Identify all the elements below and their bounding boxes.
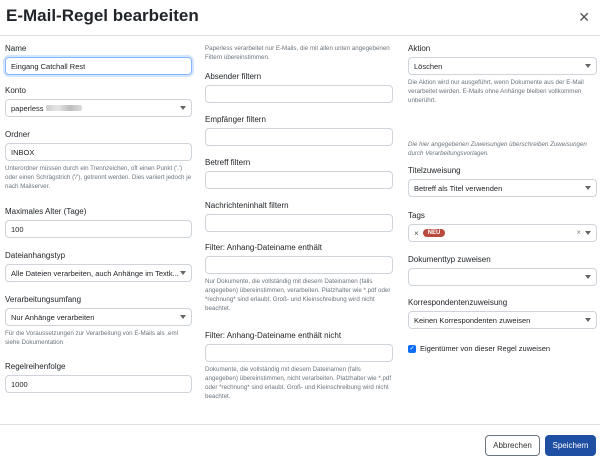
aktion-group bbox=[408, 44, 597, 105]
filter-intro: Paperless verarbeitet nur E-Mails, die mit allen unten angegebenen Filtern übereinstimmen. bbox=[205, 45, 390, 61]
chevron-down-icon bbox=[585, 318, 591, 322]
name-input[interactable]: Eingang Catchall Rest bbox=[5, 57, 192, 75]
inhalt-group bbox=[205, 201, 393, 232]
inhalt-label: Nachrichteninhalt filtern bbox=[205, 201, 289, 210]
alter-label: Maximales Alter (Tage) bbox=[5, 207, 87, 216]
chevron-down-icon bbox=[585, 231, 591, 235]
typ-label: Dokumenttyp zuweisen bbox=[408, 255, 491, 264]
ordner-hint: Unterordner müssen durch ein Trennzeichen, oft einen Punkt ('.') oder einen Schrägstrich ('/'), getrennt werden. Dies variiert jedoch je nach Mailserver. bbox=[5, 165, 192, 190]
ordner-input[interactable]: INBOX bbox=[5, 143, 192, 161]
betreff-input[interactable] bbox=[205, 171, 393, 189]
zuweisung-hint: Die hier angegebenen Zuweisungen überschreiben Zuweisungen durch Verarbeitungsvorlagen. bbox=[408, 141, 587, 157]
datei-select[interactable]: Alle Dateien verarbeiten, auch Anhänge im Textk... bbox=[5, 264, 192, 282]
chevron-down-icon bbox=[585, 186, 591, 190]
empfaenger-input[interactable] bbox=[205, 128, 393, 146]
reihe-input[interactable]: 1000 bbox=[5, 375, 192, 393]
anhang-input[interactable] bbox=[205, 256, 393, 274]
alter-group bbox=[5, 207, 192, 238]
chevron-down-icon bbox=[180, 315, 186, 319]
umfang-select[interactable]: Nur Anhänge verarbeiten bbox=[5, 308, 192, 326]
close-icon[interactable]: ✕ bbox=[578, 9, 590, 25]
umfang-group bbox=[5, 295, 192, 347]
datei-group bbox=[5, 251, 192, 282]
titel-group bbox=[408, 166, 597, 197]
typ-group bbox=[408, 255, 597, 286]
korr-group bbox=[408, 298, 597, 329]
ordner-group bbox=[5, 130, 192, 191]
redacted-blur bbox=[46, 105, 82, 111]
konto-label: Konto bbox=[5, 86, 26, 95]
tags-select[interactable] bbox=[408, 224, 597, 242]
anhang-nicht-label: Filter: Anhang-Dateiname enthält nicht bbox=[205, 331, 342, 340]
aktion-select[interactable]: Löschen bbox=[408, 57, 597, 75]
anhang-nicht-hint: Dokumente, die vollständig mit diesem Dateinamen (falls angegeben) übereinstimmen, nicht verarbeiten. Platzhalter wie *.pdf oder *rechnung* sind erlaubt. Groß- und Kleinschreibung wird nicht beachtet. bbox=[205, 366, 392, 400]
tags-label: Tags bbox=[408, 211, 425, 220]
umfang-label: Verarbeitungsumfang bbox=[5, 295, 82, 304]
empfaenger-group bbox=[205, 115, 393, 146]
chevron-down-icon bbox=[585, 275, 591, 279]
cancel-button[interactable]: Abbrechen bbox=[485, 435, 540, 456]
betreff-group bbox=[205, 158, 393, 189]
remove-tag-icon[interactable]: × bbox=[414, 228, 419, 238]
checkmark-icon[interactable]: ✓ bbox=[409, 346, 415, 352]
anhang-hint: Nur Dokumente, die vollständig mit diesem Dateinamen (falls angegeben) übereinstimmen, verarbeiten. Platzhalter wie *.pdf oder *rechnung* sind erlaubt. Groß- und Kleinschreibung wird nicht beachtet. bbox=[205, 278, 391, 312]
konto-group bbox=[5, 86, 192, 117]
dialog-header bbox=[0, 0, 600, 36]
tags-group bbox=[408, 211, 597, 242]
name-label: Name bbox=[5, 44, 27, 53]
betreff-label: Betreff filtern bbox=[205, 158, 251, 167]
korr-label: Korrespondentenzuweisung bbox=[408, 298, 508, 307]
absender-group bbox=[205, 72, 393, 103]
alter-input[interactable]: 100 bbox=[5, 220, 192, 238]
anhang-nicht-group bbox=[205, 331, 393, 401]
umfang-hint: Für die Voraussetzungen zur Verarbeitung von E-Mails als .eml siehe Dokumentation bbox=[5, 330, 178, 346]
anhang-nicht-input[interactable] bbox=[205, 344, 393, 362]
empfaenger-label: Empfänger filtern bbox=[205, 115, 266, 124]
save-button[interactable]: Speichern bbox=[545, 435, 596, 456]
typ-select[interactable] bbox=[408, 268, 597, 286]
anhang-group bbox=[205, 243, 393, 313]
eigentuemer-checkbox[interactable] bbox=[408, 344, 597, 353]
konto-select[interactable]: paperless bbox=[5, 99, 192, 117]
reihe-label: Regelreihenfolge bbox=[5, 362, 66, 371]
reihe-group bbox=[5, 362, 192, 393]
titel-label: Titelzuweisung bbox=[408, 166, 461, 175]
chevron-down-icon bbox=[180, 271, 186, 275]
name-group bbox=[5, 44, 192, 75]
ordner-label: Ordner bbox=[5, 130, 30, 139]
aktion-label: Aktion bbox=[408, 44, 431, 53]
absender-label: Absender filtern bbox=[205, 72, 262, 81]
anhang-label: Filter: Anhang-Dateiname enthält bbox=[205, 243, 322, 252]
aktion-hint: Die Aktion wird nur ausgeführt, wenn Dokumente aus der E-Mail verarbeitet werden. E-Mails ohne Anhänge bleiben vollkommen unberührt. bbox=[408, 79, 584, 104]
datei-label: Dateianhangstyp bbox=[5, 251, 66, 260]
clear-icon[interactable]: × bbox=[576, 228, 581, 237]
eigentuemer-label: Eigentümer von dieser Regel zuweisen bbox=[420, 344, 551, 353]
dialog-title: E-Mail-Regel bearbeiten bbox=[6, 6, 199, 25]
tag-badge: NEU bbox=[423, 229, 446, 237]
chevron-down-icon bbox=[180, 106, 186, 110]
dialog-footer bbox=[0, 424, 600, 463]
korr-select[interactable]: Keinen Korrespondenten zuweisen bbox=[408, 311, 597, 329]
inhalt-input[interactable] bbox=[205, 214, 393, 232]
chevron-down-icon bbox=[585, 64, 591, 68]
titel-select[interactable]: Betreff als Titel verwenden bbox=[408, 179, 597, 197]
absender-input[interactable] bbox=[205, 85, 393, 103]
